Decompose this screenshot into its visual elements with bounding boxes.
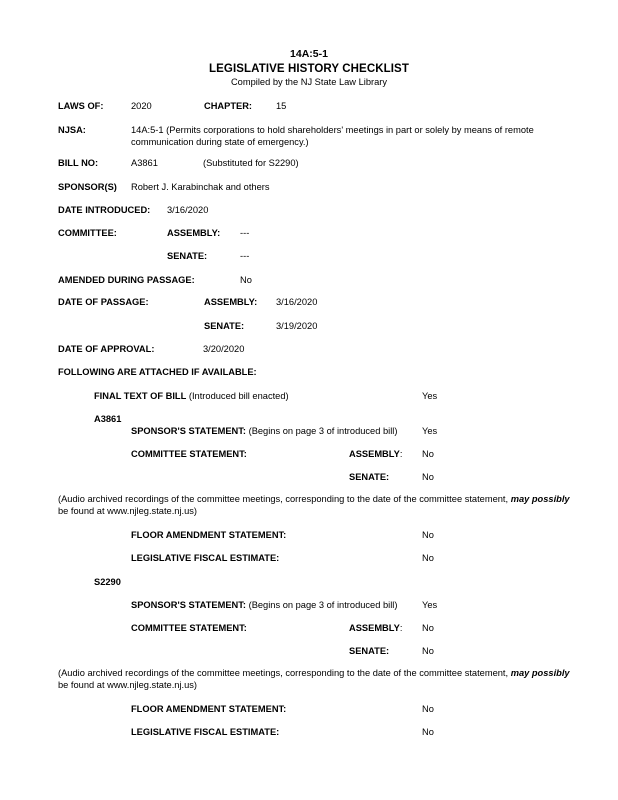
sponsor-statement-note: (Begins on page 3 of introduced bill) <box>248 600 398 610</box>
sponsor-statement-value: Yes <box>422 600 438 610</box>
date-introduced-label: DATE INTRODUCED: <box>58 205 151 215</box>
passage-assembly-value: 3/16/2020 <box>276 297 318 307</box>
floor-amendment-label: FLOOR AMENDMENT STATEMENT: <box>131 704 287 714</box>
final-text-row <box>94 391 289 403</box>
approval-label: DATE OF APPROVAL: <box>58 344 155 354</box>
date-introduced-value: 3/16/2020 <box>167 205 209 215</box>
floor-amendment-value: No <box>422 530 434 540</box>
compiled-by: Compiled by the NJ State Law Library <box>230 77 388 87</box>
sponsor-statement-row <box>131 426 397 438</box>
cs-senate-label: SENATE: <box>349 646 390 656</box>
fiscal-estimate-value: No <box>422 727 434 737</box>
floor-amendment-value: No <box>422 704 434 714</box>
passage-label: DATE OF PASSAGE: <box>58 297 149 307</box>
committee-label: COMMITTEE: <box>58 228 117 238</box>
following-heading: FOLLOWING ARE ATTACHED IF AVAILABLE: <box>58 367 257 377</box>
bill-no-label: BILL NO: <box>58 158 99 168</box>
audio-note-emphasis: may possibly <box>510 668 570 678</box>
committee-statement-label: COMMITTEE STATEMENT: <box>131 449 247 459</box>
passage-senate-label: SENATE: <box>204 321 245 331</box>
njsa-value: 14A:5-1 (Permits corporations to hold shareholders' meetings in part or solely by means of remote communication during state of emergency.) <box>131 125 534 147</box>
fiscal-estimate-label: LEGISLATIVE FISCAL ESTIMATE: <box>131 727 280 737</box>
cs-assembly-label: ASSEMBLY: <box>349 449 403 459</box>
bill-id-a3861: A3861 <box>94 414 122 424</box>
fiscal-estimate-label: LEGISLATIVE FISCAL ESTIMATE: <box>131 553 280 563</box>
fiscal-estimate-value: No <box>422 553 434 563</box>
audio-note: (Audio archived recordings of the committee meetings, corresponding to the date of the committee statement, may possibly be found at www.njleg.state.nj.us) <box>58 668 570 690</box>
approval-value: 3/20/2020 <box>203 344 245 354</box>
final-text-note: (Introduced bill enacted) <box>188 391 289 401</box>
bill-no-value: A3861 <box>131 158 158 168</box>
cs-assembly-value: No <box>422 623 434 633</box>
chapter-value: 15 <box>276 101 287 111</box>
sponsor-statement-label: SPONSOR'S STATEMENT: <box>131 426 246 436</box>
laws-of-value: 2020 <box>131 101 152 111</box>
sponsor-statement-row <box>131 600 397 612</box>
audio-note: (Audio archived recordings of the committee meetings, corresponding to the date of the committee statement, may possibly be found at www.njleg.state.nj.us) <box>58 494 570 516</box>
bill-id-s2290: S2290 <box>94 577 121 587</box>
floor-amendment-label: FLOOR AMENDMENT STATEMENT: <box>131 530 287 540</box>
committee-assembly-label: ASSEMBLY: <box>167 228 221 238</box>
laws-of-label: LAWS OF: <box>58 101 104 111</box>
passage-senate-value: 3/19/2020 <box>276 321 318 331</box>
chapter-label: CHAPTER: <box>204 101 253 111</box>
page-title: LEGISLATIVE HISTORY CHECKLIST <box>209 63 409 75</box>
amended-value: No <box>240 275 252 285</box>
njsa-label: NJSA: <box>58 125 86 135</box>
committee-assembly-value: --- <box>240 228 250 238</box>
cs-assembly-value: No <box>422 449 434 459</box>
sponsor-statement-note: (Begins on page 3 of introduced bill) <box>248 426 398 436</box>
final-text-value: Yes <box>422 391 438 401</box>
cs-senate-value: No <box>422 472 434 482</box>
audio-note-emphasis: may possibly <box>510 494 570 504</box>
sponsor-label: SPONSOR(S) <box>58 182 117 192</box>
cs-assembly-label: ASSEMBLY: <box>349 623 403 633</box>
passage-assembly-label: ASSEMBLY: <box>204 297 258 307</box>
sponsor-statement-value: Yes <box>422 426 438 436</box>
committee-statement-label: COMMITTEE STATEMENT: <box>131 623 247 633</box>
statute-code: 14A:5-1 <box>290 48 328 60</box>
bill-no-note: (Substituted for S2290) <box>203 158 299 168</box>
amended-label: AMENDED DURING PASSAGE: <box>58 275 195 285</box>
committee-senate-label: SENATE: <box>167 251 208 261</box>
cs-senate-label: SENATE: <box>349 472 390 482</box>
cs-senate-value: No <box>422 646 434 656</box>
final-text-label: FINAL TEXT OF BILL <box>94 391 187 401</box>
committee-senate-value: --- <box>240 251 250 261</box>
sponsor-statement-label: SPONSOR'S STATEMENT: <box>131 600 246 610</box>
sponsor-value: Robert J. Karabinchak and others <box>131 182 270 192</box>
